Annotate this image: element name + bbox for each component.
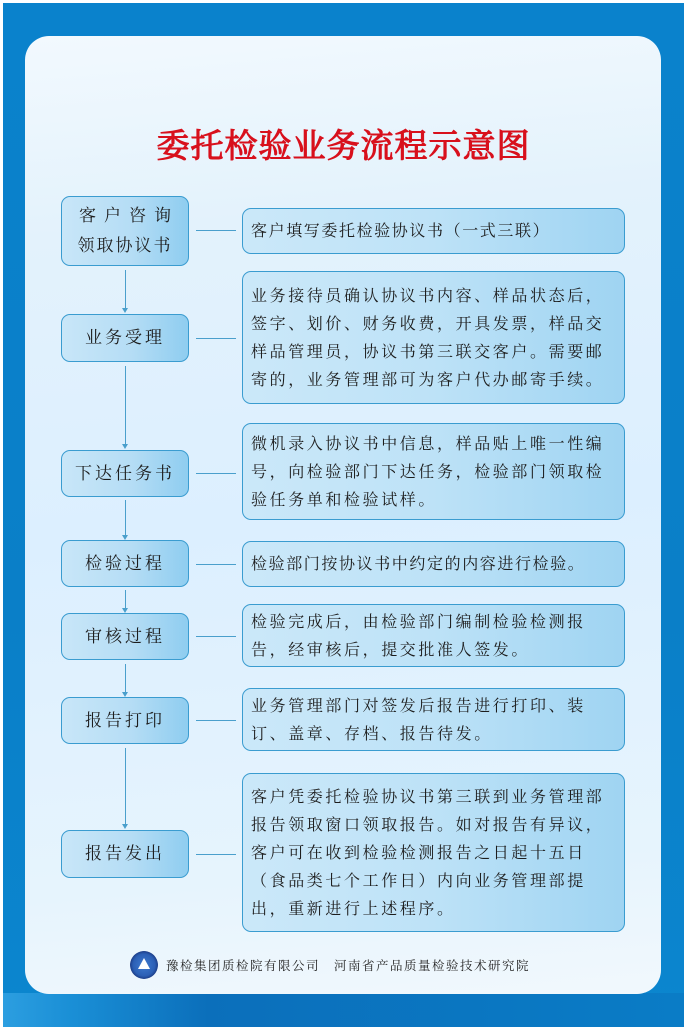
page-title: 委托检验业务流程示意图 [156, 126, 531, 165]
description-line: 检验部门按协议书中约定的内容进行检验。 [251, 554, 586, 573]
step-description-issue-report [242, 773, 625, 932]
footer-org-institute: 河南省产品质量检验技术研究院 [334, 958, 531, 973]
description-line: 客户填写委托检验协议书（一式三联） [251, 221, 551, 240]
description-line: 号，向检验部门下达任务，检验部门领取检 [251, 461, 605, 481]
step-label-line: 报告发出 [85, 844, 165, 864]
step-label-line: 客户咨询 [79, 206, 179, 226]
flow-arrow [125, 590, 126, 609]
step-description-inspection [242, 541, 625, 587]
footer-org-company: 豫检集团质检院有限公司 [166, 958, 321, 973]
step-box-print-report [61, 697, 189, 744]
connector-line [196, 338, 236, 339]
description-line: 告，经审核后，提交批准人签发。 [251, 639, 531, 659]
step-box-issue-task [61, 450, 189, 497]
organization-emblem-icon [130, 951, 158, 979]
connector-line [196, 473, 236, 474]
description-line: 订、盖章、存档、报告待发。 [251, 723, 493, 743]
step-label-line: 领取协议书 [77, 236, 173, 256]
step-label-line: 业务受理 [85, 328, 165, 348]
step-description-consult [242, 208, 625, 254]
flow-arrow [125, 270, 126, 309]
description-line: （食品类七个工作日）内向业务管理部提 [251, 870, 586, 890]
description-line: 样品管理员，协议书第三联交客户。需要邮 [251, 341, 605, 361]
step-label-line: 检验过程 [85, 553, 165, 574]
step-description-review [242, 604, 625, 667]
step-label-line: 审核过程 [85, 626, 165, 647]
flow-arrow [125, 366, 126, 445]
connector-line [196, 854, 236, 855]
step-box-consult [61, 196, 189, 266]
description-line: 出，重新进行上述程序。 [251, 898, 456, 918]
step-box-issue-report [61, 830, 189, 878]
footer [130, 950, 530, 980]
connector-line [196, 564, 236, 565]
step-box-inspection [61, 540, 189, 587]
step-description-print-report [242, 688, 625, 751]
flow-arrow [125, 500, 126, 536]
flow-arrow [125, 664, 126, 693]
connector-line [196, 230, 236, 231]
step-description-acceptance [242, 271, 625, 404]
description-line: 验任务单和检验试样。 [251, 489, 438, 509]
connector-line [196, 636, 236, 637]
description-line: 签字、划价、财务收费，开具发票，样品交 [251, 313, 605, 333]
description-line: 客户凭委托检验协议书第三联到业务管理部 [251, 786, 605, 806]
flow-arrow [125, 748, 126, 825]
description-line: 寄的，业务管理部可为客户代办邮寄手续。 [251, 369, 605, 389]
step-box-acceptance [61, 314, 189, 362]
step-description-issue-task [242, 423, 625, 520]
description-line: 业务接待员确认协议书内容、样品状态后， [251, 285, 605, 305]
description-line: 微机录入协议书中信息，样品贴上唯一性编 [251, 433, 605, 453]
description-line: 业务管理部门对签发后报告进行打印、装 [251, 695, 586, 715]
step-label-line: 报告打印 [85, 710, 165, 731]
bottom-blue-band [3, 993, 684, 1027]
description-line: 检验完成后，由检验部门编制检验检测报 [251, 611, 586, 631]
description-line: 客户可在收到检验检测报告之日起十五日 [251, 842, 586, 862]
description-line: 报告领取窗口领取报告。如对报告有异议， [251, 814, 605, 834]
step-label-line: 下达任务书 [75, 463, 175, 484]
connector-line [196, 720, 236, 721]
step-box-review [61, 613, 189, 660]
